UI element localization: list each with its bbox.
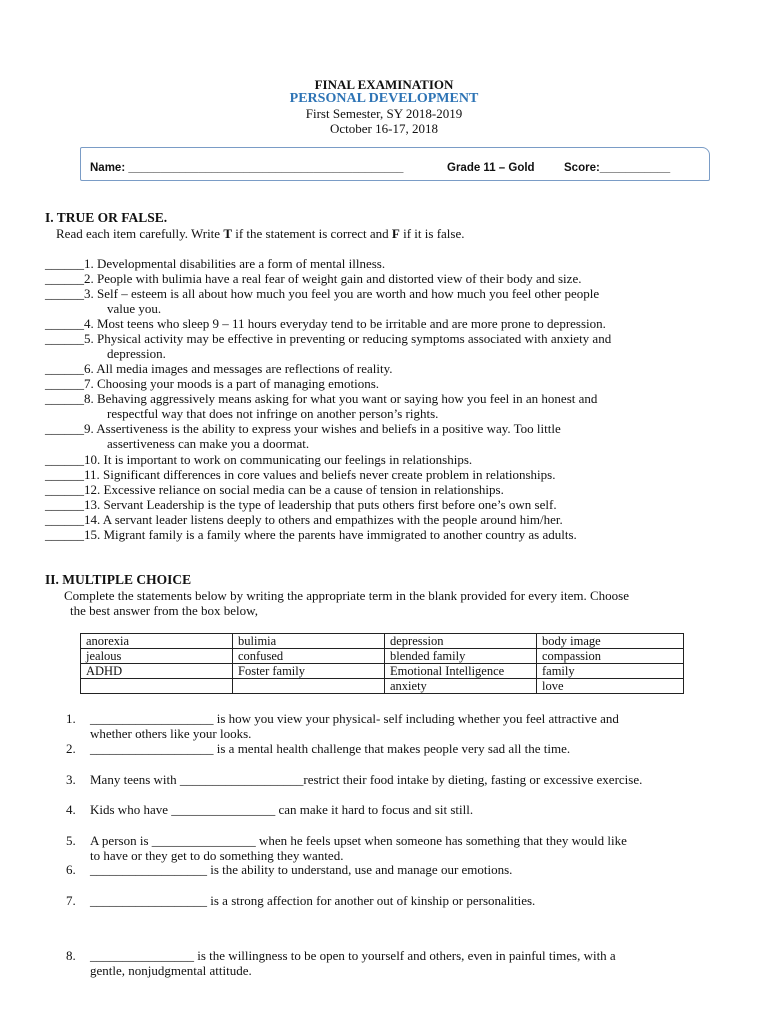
tf-line: ______8. Behaving aggressively means asking for what you want or saying how you feel in an honest and bbox=[45, 391, 598, 406]
item-text: __________________ is a strong affection for another out of kinship or personalities. bbox=[90, 893, 536, 908]
item-number: 8. bbox=[66, 948, 76, 963]
tf-line: ______1. Developmental disabilities are a form of mental illness. bbox=[45, 256, 386, 271]
table-cell bbox=[233, 679, 385, 694]
tf-line: ______2. People with bulimia have a real fear of weight gain and distorted view of their body and size. bbox=[45, 271, 582, 286]
word-bank-table bbox=[80, 633, 684, 694]
semester-line: First Semester, SY 2018-2019 bbox=[305, 106, 463, 121]
student-info-box bbox=[80, 147, 710, 181]
table-cell: jealous bbox=[81, 649, 233, 664]
item-text-cont: gentle, nonjudgmental attitude. bbox=[90, 963, 252, 978]
table-cell: Foster family bbox=[233, 664, 385, 679]
tf-line: ______9. Assertiveness is the ability to express your wishes and beliefs in a positive way. Too little bbox=[45, 421, 561, 436]
name-field[interactable]: Name: ___________________________________________ bbox=[90, 162, 404, 174]
item-text-cont: whether others like your looks. bbox=[90, 726, 252, 741]
table-cell: Emotional Intelligence bbox=[385, 664, 537, 679]
part2-title: II. MULTIPLE CHOICE bbox=[45, 572, 192, 587]
item-text: Kids who have ________________ can make it hard to focus and sit still. bbox=[90, 802, 474, 817]
item-text: __________________ is the ability to understand, use and manage our emotions. bbox=[90, 862, 513, 877]
table-cell: anxiety bbox=[385, 679, 537, 694]
tf-line-cont: assertiveness can make you a doormat. bbox=[107, 436, 310, 451]
table-row bbox=[81, 634, 684, 649]
item-number: 2. bbox=[66, 741, 76, 756]
table-cell: family bbox=[537, 664, 684, 679]
item-number: 7. bbox=[66, 893, 76, 908]
item-number: 4. bbox=[66, 802, 76, 817]
table-cell: love bbox=[537, 679, 684, 694]
table-cell: bulimia bbox=[233, 634, 385, 649]
item-number: 3. bbox=[66, 772, 76, 787]
part2-instructions-cont: the best answer from the box below, bbox=[70, 603, 258, 618]
tf-line: ______13. Servant Leadership is the type of leadership that puts others first before one’s own self. bbox=[45, 497, 557, 512]
item-number: 5. bbox=[66, 833, 76, 848]
tf-line: ______7. Choosing your moods is a part of managing emotions. bbox=[45, 376, 380, 391]
item-text: ___________________ is how you view your physical- self including whether you feel attractive and bbox=[90, 711, 619, 726]
part2-instructions: Complete the statements below by writing the appropriate term in the blank provided for every item. Choose bbox=[64, 588, 629, 603]
part1-instructions: Read each item carefully. Write T if the statement is correct and F if it is false. bbox=[56, 226, 465, 241]
table-cell: body image bbox=[537, 634, 684, 649]
item-number: 6. bbox=[66, 862, 76, 877]
table-cell: ADHD bbox=[81, 664, 233, 679]
table-cell: anorexia bbox=[81, 634, 233, 649]
exam-date: October 16-17, 2018 bbox=[330, 121, 438, 136]
item-text-cont: to have or they get to do something they wanted. bbox=[90, 848, 344, 863]
table-row bbox=[81, 679, 684, 694]
tf-line-cont: value you. bbox=[107, 301, 162, 316]
subject-title: PERSONAL DEVELOPMENT bbox=[289, 91, 479, 106]
item-text: A person is ________________ when he feels upset when someone has something that they would like bbox=[90, 833, 627, 848]
tf-line-cont: respectful way that does not infringe on another person’s rights. bbox=[107, 406, 439, 421]
tf-line: ______14. A servant leader listens deeply to others and empathizes with the people around him/her. bbox=[45, 512, 563, 527]
item-text: ________________ is the willingness to be open to yourself and others, even in painful times, with a bbox=[90, 948, 616, 963]
item-text: ___________________ is a mental health challenge that makes people very sad all the time. bbox=[90, 741, 571, 756]
item-text: Many teens with ___________________restrict their food intake by dieting, fasting or excessive exercise. bbox=[90, 772, 643, 787]
tf-line: ______4. Most teens who sleep 9 – 11 hours everyday tend to be irritable and are more prone to depression. bbox=[45, 316, 606, 331]
table-row bbox=[81, 649, 684, 664]
table-row bbox=[81, 664, 684, 679]
table-cell: confused bbox=[233, 649, 385, 664]
tf-line: ______6. All media images and messages are reflections of reality. bbox=[45, 361, 393, 376]
tf-line: ______15. Migrant family is a family where the parents have immigrated to another country as adults. bbox=[45, 527, 577, 542]
tf-line: ______5. Physical activity may be effective in preventing or reducing symptoms associated with anxiety and bbox=[45, 331, 612, 346]
exam-title: FINAL EXAMINATION bbox=[314, 77, 454, 92]
score-field[interactable]: Score:___________ bbox=[564, 162, 671, 174]
part1-title: I. TRUE OR FALSE. bbox=[45, 210, 168, 225]
table-cell: blended family bbox=[385, 649, 537, 664]
item-number: 1. bbox=[66, 711, 76, 726]
tf-line: ______12. Excessive reliance on social media can be a cause of tension in relationships. bbox=[45, 482, 504, 497]
table-cell: compassion bbox=[537, 649, 684, 664]
tf-line: ______10. It is important to work on communicating our feelings in relationships. bbox=[45, 452, 473, 467]
tf-line: ______11. Significant differences in core values and beliefs never create problem in relationships. bbox=[45, 467, 556, 482]
table-cell bbox=[81, 679, 233, 694]
tf-line: ______3. Self – esteem is all about how much you feel you are worth and how much you feel other people bbox=[45, 286, 600, 301]
tf-line-cont: depression. bbox=[107, 346, 166, 361]
grade-label: Grade 11 – Gold bbox=[447, 162, 535, 174]
table-cell: depression bbox=[385, 634, 537, 649]
